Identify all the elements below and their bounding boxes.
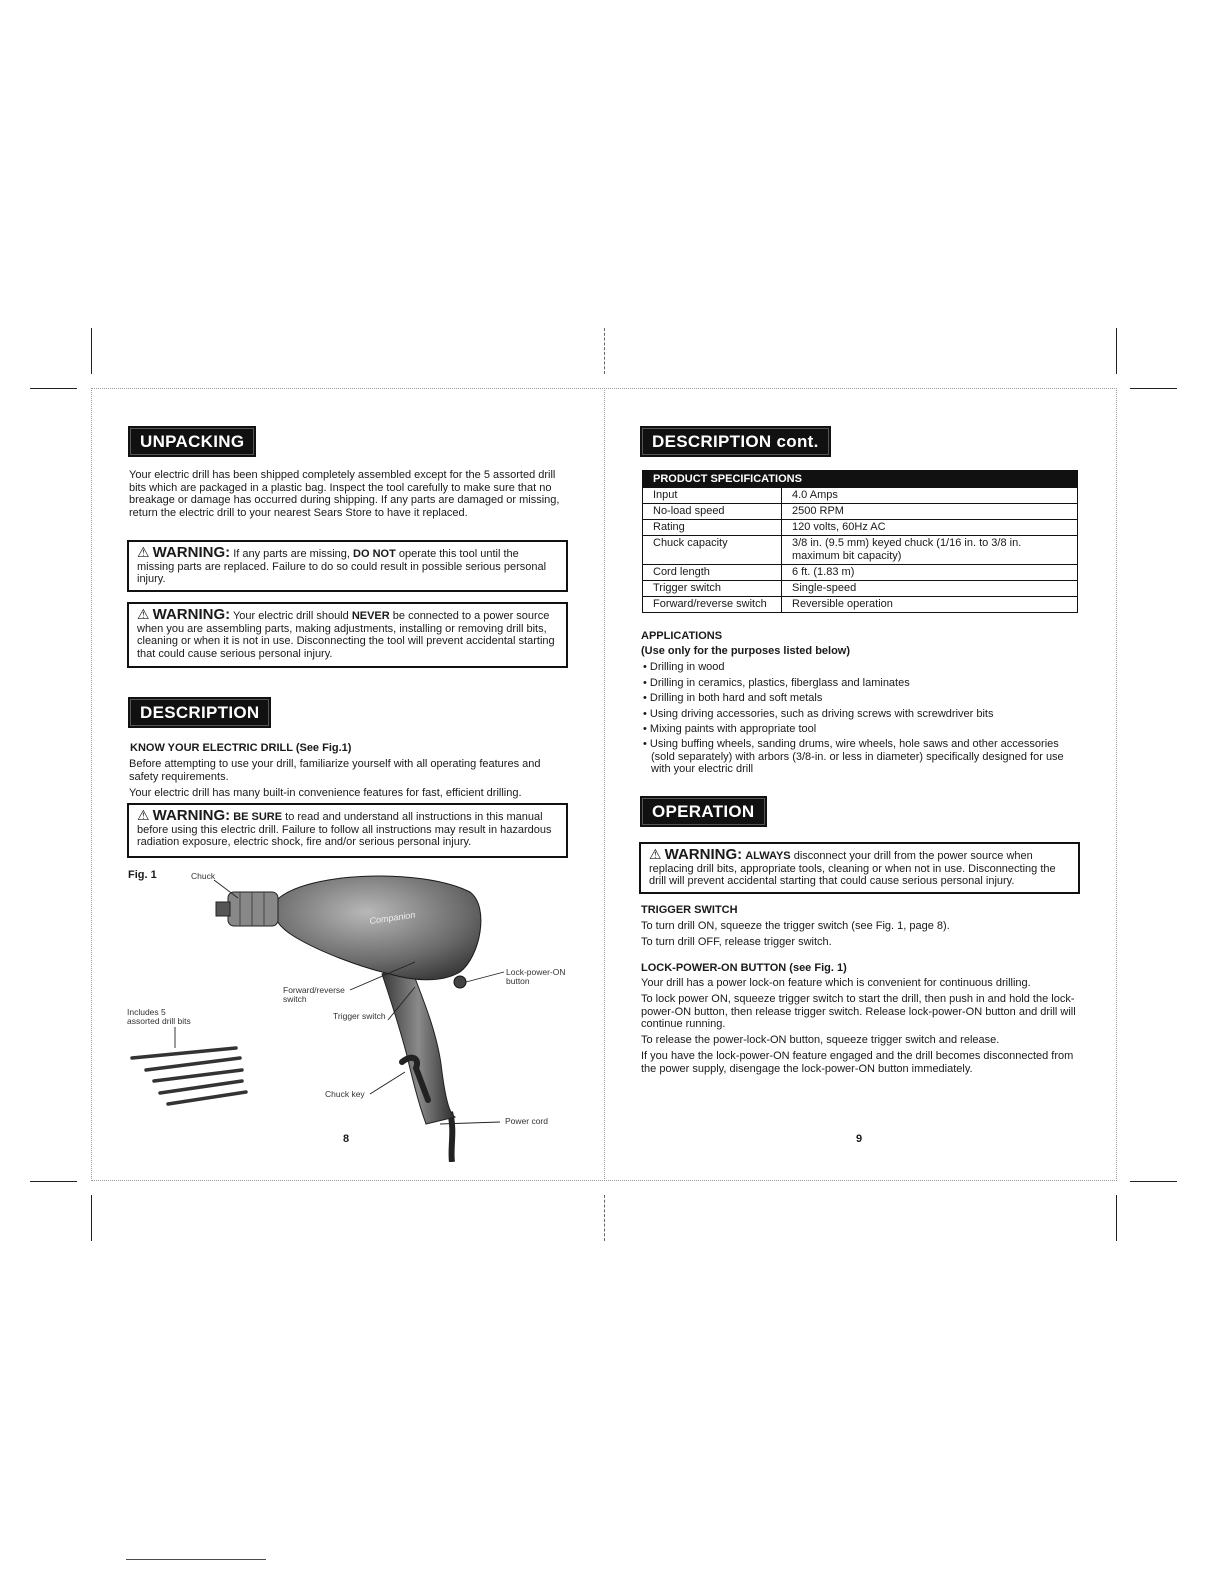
applications-subheading: (Use only for the purposes listed below)	[641, 645, 851, 657]
warning-label: WARNING:	[152, 606, 231, 623]
lock-para: To release the power-lock-ON button, squeeze trigger switch and release.	[641, 1034, 1000, 1046]
spec-name: Trigger switch	[643, 581, 782, 597]
page-number-left: 8	[343, 1133, 350, 1145]
page-divider	[604, 388, 605, 1181]
warning-text-pre: Your electric drill should	[232, 610, 349, 622]
warning-emphasis: DO NOT	[353, 548, 396, 560]
warning-label: WARNING:	[152, 807, 231, 824]
lock-para: To lock power ON, squeeze trigger switch to start the drill, then push in and hold the lock-power-ON button, then release trigger switch. Release lock-power-ON button and drill will continue running.	[641, 993, 1076, 1031]
lock-para: If you have the lock-power-ON feature engaged and the drill becomes disconnected from the power supply, disengage the lock-power-ON button immediately.	[641, 1050, 1074, 1075]
crop-mark	[30, 1181, 77, 1182]
callout-lock-power-on: Lock-power-ON button	[506, 967, 566, 986]
drill-chuck	[228, 892, 278, 926]
callout-power-cord: Power cord	[505, 1116, 548, 1126]
spec-table-title: PRODUCT SPECIFICATIONS	[643, 471, 1078, 488]
callout-chuck: Chuck	[191, 871, 216, 881]
crop-mark	[1130, 388, 1177, 389]
underline-mark	[126, 1559, 266, 1560]
trigger-line: To turn drill OFF, release trigger switch.	[641, 936, 832, 948]
product-specifications-table	[642, 470, 1078, 613]
spec-value: Reversible operation	[782, 597, 1078, 613]
crop-mark	[1130, 1181, 1177, 1182]
warning-emphasis: ALWAYS	[745, 850, 791, 862]
warning-text-post: operate this tool until the missing parts are replaced. Failure to do so could result in possible serious personal injury.	[137, 548, 547, 586]
lock-para: Your drill has a power lock-on feature which is convenient for continuous drilling.	[641, 977, 1031, 989]
callout-trigger: Trigger switch	[333, 1011, 386, 1021]
warning-text-pre: If any parts are missing,	[233, 548, 350, 560]
spec-name: Input	[643, 488, 782, 504]
warning-label: WARNING:	[664, 846, 743, 863]
spec-value: 120 volts, 60Hz AC	[782, 520, 1078, 536]
crop-mark	[30, 388, 77, 389]
crop-mark	[91, 328, 92, 374]
table-row	[643, 536, 1078, 565]
drill-body	[274, 876, 481, 980]
description-cont-header: DESCRIPTION cont.	[640, 426, 831, 457]
spec-name: Forward/reverse switch	[643, 597, 782, 613]
unpacking-warning-2	[127, 602, 568, 668]
figure-label: Fig. 1	[128, 869, 157, 881]
unpacking-warning-1	[127, 540, 568, 592]
operation-warning	[639, 842, 1080, 894]
spec-name: Chuck capacity	[643, 536, 782, 565]
drill-brand-text: Companion	[368, 909, 416, 926]
spec-name: No-load speed	[643, 504, 782, 520]
table-row	[643, 504, 1078, 520]
drill-bits	[132, 1048, 246, 1104]
description-para-2: Your electric drill has many built-in convenience features for fast, efficient drilling.	[129, 787, 522, 799]
table-row	[643, 581, 1078, 597]
list-item: • Mixing paints with appropriate tool	[643, 723, 817, 736]
callout-forward-reverse: Forward/reverse switch	[283, 985, 345, 1004]
spec-name: Rating	[643, 520, 782, 536]
spec-value: 3/8 in. (9.5 mm) keyed chuck (1/16 in. to 3/8 in. maximum bit capacity)	[782, 536, 1078, 565]
crop-mark	[1116, 1195, 1117, 1241]
callout-chuck-key: Chuck key	[325, 1089, 365, 1099]
warning-label: WARNING:	[152, 544, 231, 561]
description-para-1: Before attempting to use your drill, familiarize yourself with all operating features and safety requirements.	[129, 758, 541, 783]
trigger-switch-heading: TRIGGER SWITCH	[641, 904, 738, 916]
fold-mark	[604, 1195, 605, 1241]
fold-mark	[604, 328, 605, 374]
warning-triangle-icon: ⚠	[649, 846, 662, 862]
page-number-right: 9	[856, 1133, 863, 1145]
warning-triangle-icon: ⚠	[137, 807, 150, 823]
crop-mark	[91, 1195, 92, 1241]
list-item: • Using buffing wheels, sanding drums, wire wheels, hole saws and other accessories (sold separately) with arbors (3/8-in. or less in diameter) specifically designed for use with your electric drill	[643, 737, 1064, 776]
list-item: • Using driving accessories, such as driving screws with screwdriver bits	[643, 707, 994, 720]
unpacking-header: UNPACKING	[128, 426, 256, 457]
table-row	[643, 488, 1078, 504]
warning-text-post: be connected to a power source when you are assembling parts, making adjustments, installing or removing drill bits, cleaning or when it is not in use. Disconnecting the tool will prevent accidental starting that could cause serious personal injury.	[137, 610, 555, 660]
trigger-line: To turn drill ON, squeeze the trigger switch (see Fig. 1, page 8).	[641, 920, 950, 932]
drill-handle	[382, 960, 455, 1124]
spec-value: 6 ft. (1.83 m)	[782, 565, 1078, 581]
spec-value: Single-speed	[782, 581, 1078, 597]
know-your-drill-heading: KNOW YOUR ELECTRIC DRILL (See Fig.1)	[130, 742, 352, 754]
lock-power-on-button	[454, 976, 466, 988]
list-item: • Drilling in wood	[643, 661, 725, 673]
warning-emphasis: NEVER	[351, 610, 390, 622]
warning-text-post: to read and understand all instructions in this manual before using this electric drill. Failure to follow all instructions may result in hazardous radiation exposure, electric shock, fire and/or serious personal injury.	[137, 811, 552, 849]
unpacking-body: Your electric drill has been shipped completely assembled except for the 5 assorted drill bits which are packaged in a plastic bag. Inspect the tool carefully to make sure that no breakage or damage has occurred during shipping. If any parts are damaged or missing, return the electric drill to your nearest Sears Store to have it replaced.	[129, 469, 560, 519]
warning-emphasis: BE SURE	[233, 811, 283, 823]
list-item: • Drilling in ceramics, plastics, fiberglass and laminates	[643, 676, 910, 689]
lock-power-on-heading: LOCK-POWER-ON BUTTON (see Fig. 1)	[641, 962, 847, 974]
power-cord	[450, 1112, 452, 1162]
spec-name: Cord length	[643, 565, 782, 581]
table-row	[643, 520, 1078, 536]
applications-list	[641, 660, 1081, 776]
spec-value: 4.0 Amps	[782, 488, 1078, 504]
warning-text-post: disconnect your drill from the power source when replacing drill bits, appropriate tools, cleaning or when not in use. Disconnecting the drill will prevent accidental starting that could cause serious personal injury.	[649, 850, 1056, 888]
operation-header: OPERATION	[640, 796, 767, 827]
spec-value: 2500 RPM	[782, 504, 1078, 520]
list-item: • Drilling in both hard and soft metals	[643, 692, 823, 705]
table-row	[643, 597, 1078, 613]
applications-heading: APPLICATIONS	[641, 630, 723, 642]
crop-mark	[1116, 328, 1117, 374]
description-warning	[127, 803, 568, 858]
warning-triangle-icon: ⚠	[137, 544, 150, 560]
description-header: DESCRIPTION	[128, 697, 271, 728]
warning-triangle-icon: ⚠	[137, 606, 150, 622]
callout-drill-bits: Includes 5 assorted drill bits	[127, 1007, 191, 1026]
table-row	[643, 565, 1078, 581]
